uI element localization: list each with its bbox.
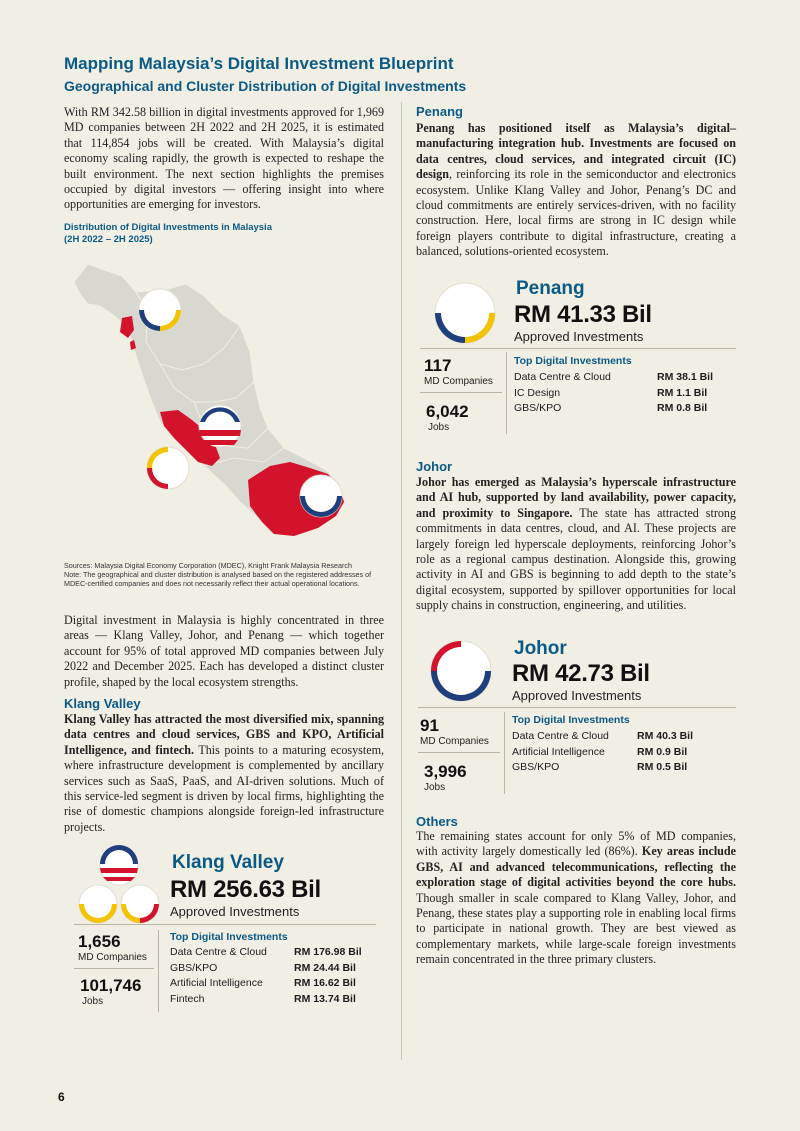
sector-name: Artificial Intelligence <box>512 745 605 758</box>
johor-card-name: Johor <box>514 638 567 659</box>
table-row <box>170 962 362 978</box>
penang-companies: 117 <box>424 356 452 375</box>
others-text-1: The remaining states account for only 5% of MD companies, with activity largely domestically led (86%). <box>416 829 736 859</box>
sector-name: GBS/KPO <box>170 961 218 974</box>
sector-value: RM 1.1 Bil <box>657 386 708 399</box>
johor-paragraph <box>416 475 736 614</box>
penang-jobs: 6,042 <box>426 402 469 421</box>
klang-valley-card-badges <box>78 846 160 928</box>
johor-approved-label: Approved Investments <box>512 688 642 703</box>
sector-value: RM 40.3 Bil <box>637 730 694 742</box>
klang-valley-top-table <box>170 946 362 1008</box>
johor-top-label: Top Digital Investments <box>512 714 630 726</box>
klang-valley-flag-badge <box>100 845 138 885</box>
johor-stat-rule <box>418 752 500 753</box>
klang-valley-paragraph <box>64 712 384 835</box>
johor-card-badge <box>430 640 492 702</box>
table-row <box>514 387 713 403</box>
klang-valley-card <box>64 846 384 1016</box>
peninsular-malaysia-map <box>64 252 394 552</box>
johor-companies: 91 <box>420 716 439 735</box>
johor-body-text: The state has attracted strong commitments in data centres, cloud, and AI. These projects are largely foreign led hyperscale deployments, reinforcing Johor’s role as a regional campus destination. Alongside this, growing activity in AI and GBS is beginning to add depth to the state’s digital ecosystem, supported by spillover opportunities for local supply chains in construction, engineering, and utilities. <box>416 505 737 613</box>
selangor-map-badge <box>147 447 189 489</box>
sector-name: Artificial Intelligence <box>170 977 263 989</box>
sector-name: Data Centre & Cloud <box>514 371 611 383</box>
penang-paragraph <box>416 121 736 260</box>
klang-valley-map-badge <box>199 405 241 447</box>
note-text: Note: The geographical and cluster distribution is analysed based on the registered addresses of MDEC-certified companies and does not necessarily reflect their actual operational locations. <box>64 570 372 589</box>
sector-name: Data Centre & Cloud <box>170 946 267 958</box>
klang-valley-card-rule <box>74 924 376 925</box>
penang-heading: Penang <box>416 104 463 119</box>
sector-name: GBS/KPO <box>512 761 560 773</box>
map-sources <box>64 561 394 589</box>
johor-jobs: 3,996 <box>424 762 467 781</box>
others-paragraph <box>416 829 736 968</box>
penang-stat-rule <box>420 392 502 393</box>
table-row <box>170 946 362 962</box>
others-bold-text: Key areas include GBS, AI and advanced telecommunications, reflecting the exploration stage of digital activities beyond the core hubs. <box>416 844 736 890</box>
penang-card-name: Penang <box>516 278 585 299</box>
page-title: Mapping Malaysia’s Digital Investment Blueprint <box>64 54 454 73</box>
table-row <box>512 761 693 777</box>
sector-value: RM 0.5 Bil <box>637 761 688 773</box>
intro-paragraph: With RM 342.58 billion in digital investments approved for 1,969 MD companies between 2H 2022 and 2H 2025, it is estimated that 114,854 jobs will be created. With Malaysia’s digital economy scaling rapidly, the growth is expected to reshape the built environment. The next section highlights the premises occupied by digital investors — offering insight into where opportunities are emerging for investors. <box>64 105 384 212</box>
table-row <box>514 402 713 418</box>
klang-valley-card-name: Klang Valley <box>172 852 284 873</box>
kuala-lumpur-flag-badge <box>121 885 159 923</box>
penang-card-vrule <box>506 352 507 434</box>
johor-top-table <box>512 730 693 777</box>
sector-value: RM 0.8 Bil <box>657 402 708 414</box>
johor-card-rule <box>418 707 736 708</box>
column-divider <box>401 102 402 1060</box>
penang-card-rule <box>420 348 736 349</box>
klang-valley-bold-text: Klang Valley has attracted the most diversified mix, spanning data centres and cloud services, GBS and KPO, Artificial Intelligence, and fintech. <box>64 712 384 757</box>
johor-heading: Johor <box>416 459 453 474</box>
penang-card <box>416 276 736 436</box>
penang-top-table <box>514 371 713 418</box>
klang-valley-jobs: 101,746 <box>80 976 142 995</box>
penang-bold-text: Penang has positioned itself as Malaysia’s digital–manufacturing integration hub. Investments are focused on data centres, cloud services, and integrated circuit (IC) design <box>416 121 736 182</box>
table-row <box>170 977 362 993</box>
sector-value: RM 38.1 Bil <box>657 371 714 383</box>
others-text-2: Though smaller in scale compared to Klang Valley, Johor, and Penang, these states play a supporting role in enabling local firms to participate in national growth. They are best viewed as complementary markets, while large-scale foreign investments remain concentrated in the three primary clusters. <box>416 890 736 967</box>
johor-jobs-label: Jobs <box>424 782 446 793</box>
penang-jobs-label: Jobs <box>428 422 450 433</box>
penang-map-badge <box>139 289 181 331</box>
penang-card-badge <box>434 282 496 344</box>
klang-valley-amount: RM 256.63 Bil <box>170 876 321 903</box>
sector-name: IC Design <box>514 386 561 399</box>
penang-approved-label: Approved Investments <box>514 329 644 344</box>
klang-valley-companies-label: MD Companies <box>78 952 147 963</box>
table-row <box>512 746 693 762</box>
johor-card <box>416 636 736 796</box>
map-title-line2: (2H 2022 – 2H 2025) <box>64 234 153 245</box>
sector-value: RM 13.74 Bil <box>294 992 356 1005</box>
johor-companies-label: MD Companies <box>420 736 489 747</box>
summary-paragraph: Digital investment in Malaysia is highly concentrated in three areas — Klang Valley, Johor, and Penang — which together account for 95% of total approved MD companies between July 2022 and December 2025. Each has developed a distinct cluster profile, shaped by the local ecosystem strengths. <box>64 613 384 689</box>
penang-companies-label: MD Companies <box>424 376 493 387</box>
klang-valley-jobs-label: Jobs <box>82 996 104 1007</box>
sector-value: RM 24.44 Bil <box>294 961 356 974</box>
johor-amount: RM 42.73 Bil <box>512 660 650 687</box>
penang-amount: RM 41.33 Bil <box>514 301 652 328</box>
page-subtitle: Geographical and Cluster Distribution of Digital Investments <box>64 78 467 94</box>
klang-valley-companies: 1,656 <box>78 932 121 951</box>
sector-name: Data Centre & Cloud <box>512 730 609 742</box>
table-row <box>512 730 693 746</box>
klang-valley-body-text: This points to a maturing ecosystem, where infrastructure development is complemented by ancillary services such as SaaS, PaaS, and AI-driven solutions. Much of this service-led segment is driven by local firms, highlighting the rise of domestic champions alongside foreign-led infrastructure projects. <box>64 742 384 834</box>
sector-name: Fintech <box>170 992 205 1005</box>
klang-valley-heading: Klang Valley <box>64 696 141 711</box>
sources-text: Sources: Malaysia Digital Economy Corporation (MDEC), Knight Frank Malaysia Research <box>64 561 353 570</box>
table-row <box>514 371 713 387</box>
sector-value: RM 16.62 Bil <box>294 977 356 989</box>
klang-valley-top-label: Top Digital Investments <box>170 931 288 943</box>
sector-value: RM 0.9 Bil <box>637 745 688 758</box>
johor-map-badge <box>300 475 342 517</box>
selangor-flag-badge <box>79 885 117 923</box>
penang-body-text: , reinforcing its role in the semiconductor and electronics ecosystem. Unlike Klang Valley and Johor, Penang’s DC and cloud commitments are entirely services-driven, with no facility construction. Here, local firms are strong in IC design while foreign players contribute to digital infrastructure, creating a balanced, solutions-oriented ecosystem. <box>416 167 736 259</box>
johor-card-vrule <box>504 712 505 794</box>
klang-valley-stat-rule <box>74 968 154 969</box>
map-title <box>64 222 324 246</box>
klang-valley-approved-label: Approved Investments <box>170 904 300 919</box>
table-row <box>170 993 362 1009</box>
penang-top-label: Top Digital Investments <box>514 355 632 367</box>
sector-value: RM 176.98 Bil <box>294 946 362 958</box>
map-title-line1: Distribution of Digital Investments in Malaysia <box>64 222 272 233</box>
klang-valley-card-vrule <box>158 930 159 1012</box>
page-number: 6 <box>58 1090 65 1104</box>
sector-name: GBS/KPO <box>514 402 562 414</box>
johor-bold-text: Johor has emerged as Malaysia’s hyperscale infrastructure and AI hub, supported by land availability, power capacity, and proximity to Singapore. <box>416 475 736 520</box>
others-heading: Others <box>416 814 458 829</box>
